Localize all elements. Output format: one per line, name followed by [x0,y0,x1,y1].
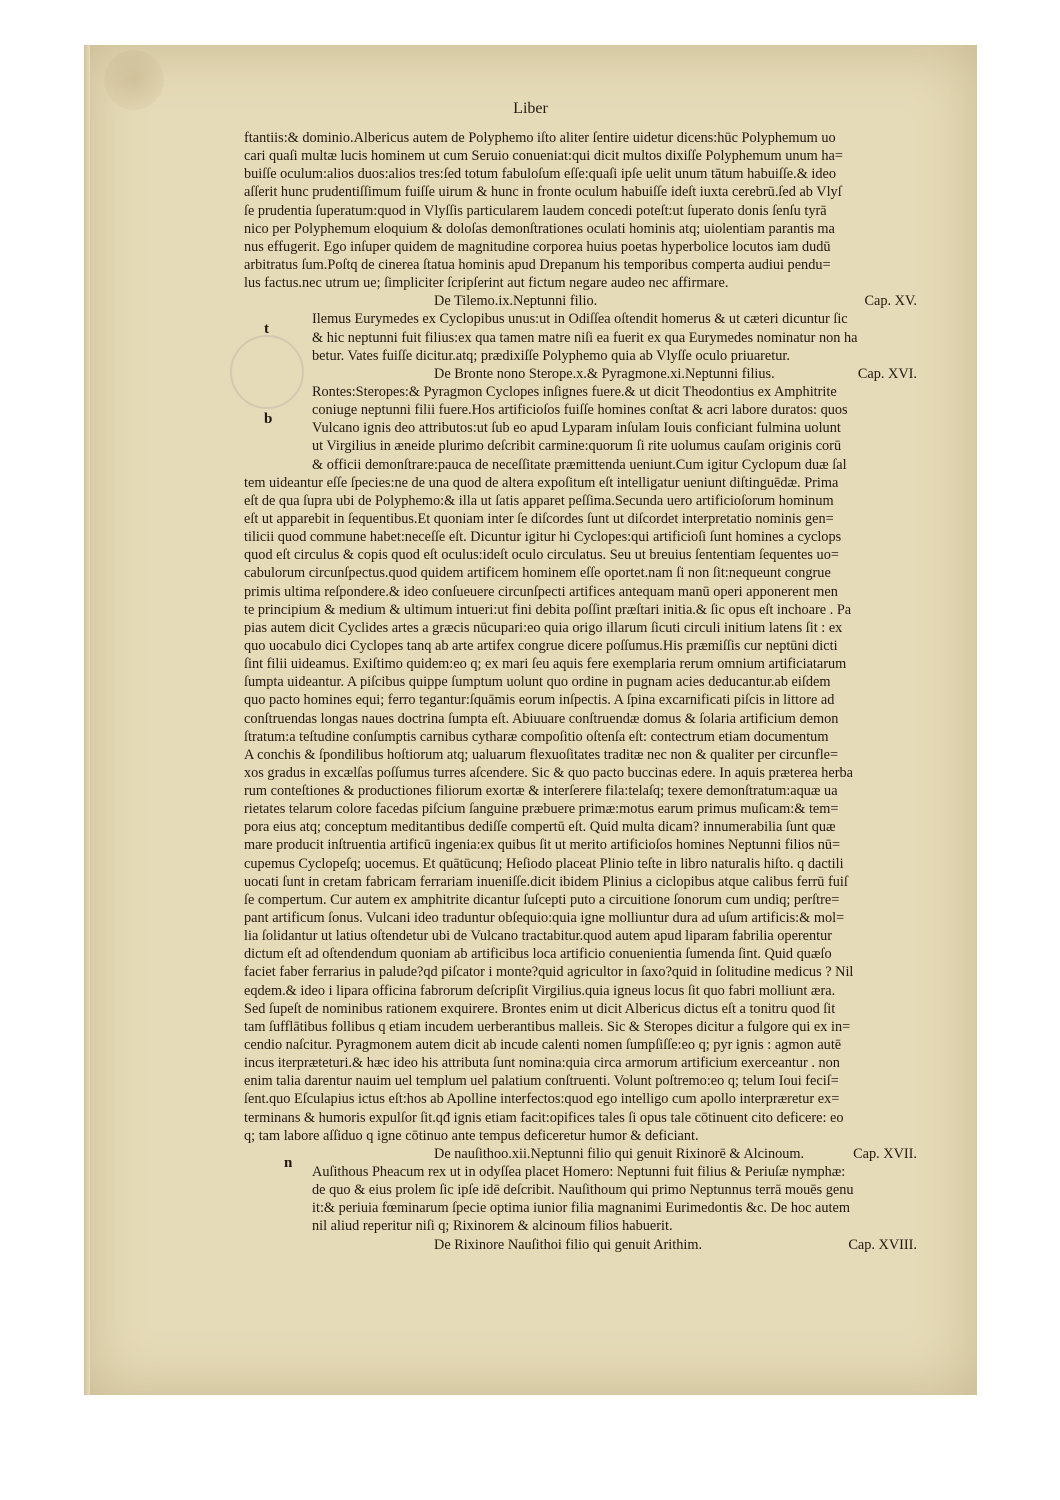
text-line: de quo & eius prolem ſic ipſe idē deſcribit. Nauſithoum qui primo Neptunnus terrā mouēs genu [312,1182,854,1199]
text-line: enim talia darentur nauim uel templum uel palatium conſtruenti. Volunt poſtremo:eo q; telum Ioui feciſ= [244,1073,839,1090]
text-line: dictum eſt ad oſtendendum quoniam ab artificibus loca artificio conuenientia ſumenda ſint. Quid quæſo [244,946,832,963]
text-line: cabulorum circunſpectus.quod quidem artificem hominem eſſe oportet.nam ſi non ſit:nequeunt congrue [244,565,831,582]
text-line: terminans & humoris expulſor ſit.qđ ignis etiam facit:opifices tales ſi opus tale cōtinuent cito deficere: eo [244,1109,844,1126]
text-line: buiſſe oculum:alios duos:alios tres:ſed totum fabuloſum eſſe:quaſi ipſe uelit unum tātum habuiſſe.& ideo [244,166,837,183]
text-line: it:& periuia fœminarum ſpecie optima iunior filia magnanimi Eurimedontis &c. De hoc autem [312,1200,850,1217]
chapter-title: De Bronte nono Sterope.x.& Pyragmone.xi.Neptunni filius. [434,365,775,382]
text-line: quod eſt circulus & copis quod eſt oculus:ideſt oculo circulatus. Seu ut breuius ſententiam ſequentes uo= [244,547,839,564]
text-line: incus iterpræteturi.& hæc ideo his attributa ſunt nomina:quia circa armorum artificium exerceantur . non [244,1055,840,1072]
chapter-number: Cap. XVI. [857,365,917,382]
text-line: pora eius atq; conceptum meditantibus dediſſe compertū eſt. Quid multa dicam? innumerabilia ſunt quæ [244,819,836,836]
text-line: ſint filii uideamus. Exiſtimo quidem:eo q; ex mari ſeu aquis fere exemplaria rerum omnium artificiatarum [244,656,847,673]
text-line: xos gradus in excælſas poſſumus turres aſcendere. Sic & quo pacto buccinas edere. In aquis præterea herba [244,764,854,781]
text-line: eſt de qua ſupra ubi de Polyphemo:& illa ut ſatis apparet peſſima.Secunda uero artificioſorum hominum [244,492,834,509]
chapter-heading [244,292,919,310]
text-line: te principium & medium & ultimum intueri:ut fini debita poſſint præſtari initia.& ſic opus eſt inchoare . Pa [244,601,852,618]
text-line: nus effugerit. Ego inſuper quidem de magnitudine corporea huius poetas hyperbolice locutos iam dudū [244,238,831,255]
text-line: conſtruendas longas naues doctrina ſumpta eſt. Abiuuare conſtruendæ domus & ſolaria artificium demon [244,710,839,727]
text-line: cendio naſcitur. Pyragmonem autem dicit ab incude calenti nomen ſumpſiſſe:eo q; pyr ignis : agmon autē [244,1037,842,1054]
text-line: mare producit inſtruentia artificū ingenia:ex quibus ſit ut merito artificioſos homines Neptunni filios nū= [244,837,841,854]
chapter-number: Cap. XV. [864,293,917,310]
text-line: ftantiis:& dominio.Albericus autem de Polyphemo iſto aliter ſentire uidetur dicens:hūc Polyphemum uo [244,130,836,146]
running-header: Liber [513,100,548,117]
text-line: pias autem dicit Cyclides artes a græcis nūcupari:eo quia origo illarum ſicuti circuli initium latens ſit : ex [244,619,843,636]
chapter-number: Cap. XVIII. [848,1236,917,1253]
text-line: cari quaſi multæ lucis hominem ut cum Seruio conueniat:qui dicit multos dixiſſe Polyphemum unum ha= [244,148,843,165]
chapter-heading [244,1145,919,1163]
margin-note-b: b [264,411,273,427]
margin-note-n: n [284,1155,293,1171]
text-line: pant artificum ſonus. Vulcani ideo traduntur obſequio:quia igne molliuntur dura ad uſum artificis:& mol= [244,910,845,927]
text-line: ut Virgilius in æneide plurimo deſcribit carmine:quorum ſi rite uolumus cauſam originis corū [312,438,842,455]
text-line: quo uocabulo dici Cyclopes tanq ab arte artifex congrue dicere poſſumus.His præmiſſis cur neptūni dicti [244,637,838,654]
text-line: arbitratus ſum.Poſtq de cinerea ſtatua hominis apud Drepanum his temporibus comperta audiui pendu= [244,256,831,273]
chapter-heading [244,365,919,383]
text-line: & officii demonſtrare:pauca de neceſſitate præmittenda ueniunt.Cum igitur Cyclopum duæ ſal [312,456,847,473]
text-line: Auſithous Pheacum rex ut in odyſſea placet Homero: Neptunni fuit filius & Periuſæ nymphæ: [312,1164,846,1181]
text-line: tilicii quod commune habet:neceſſe eſt. Dicuntur igitur hi Cyclopes:qui artificioſi ſunt homines a cyclops [244,529,842,546]
text-line: nil aliud reperitur niſi q; Rixinorem & alcinoum filios habuerit. [312,1218,673,1235]
text-line: tam ſufflātibus follibus q etiam incudem uerberantibus malleis. Sic & Steropes dicitur a fulgore qui ex in= [244,1018,851,1035]
text-line: eſt ut apparebit in ſequentibus.Et quoniam inter ſe diſcordes ſunt ut diſcordet interpretatio nominis gen= [244,510,834,527]
text-line: ſumpta uideantur. A piſcibus quippe ſumptum uolunt quo ordine in pugnam acies deducantur.ab eiſdem [244,674,831,691]
chapter-title: De Tilemo.ix.Neptunni filio. [434,293,598,310]
body-text [244,129,919,1254]
chapter-number: Cap. XVII. [853,1145,917,1162]
text-line: Rontes:Steropes:& Pyragmon Cyclopes inſignes fuere.& ut dicit Theodontius ex Amphitrite [312,383,837,400]
text-line: rum conteſtiones & productiones filiorum exortæ & interſerere fila:telaſq; texere demonſtratum:aquæ ua [244,783,838,800]
text-line: ſe prudentia ſuperatum:quod in Vlyſſis particularem laudem concedi poteſt:ut ſuperato donis ſenſu tyrā [244,202,827,219]
chapter-title: De Rixinore Nauſithoi filio qui genuit Arithim. [434,1236,703,1253]
text-line: ſtratum:a teſtudine conſumptis carnibus cytharæ compoſitio oſtenſa eſt: contectrum etiam documentum [244,728,829,745]
chapter-title: De nauſithoo.xii.Neptunni filio qui genuit Rixinorē & Alcinoum. [434,1145,805,1162]
text-line: tem uideantur eſſe ſpecies:ne de una quod de altera expoſitum eſt intelligatur ueniunt diſtinguēdæ. Prima [244,474,839,491]
text-line: primis ultima reſpondere.& ideo conſueuere circunſpecti artifices antequam manū operi apponerent men [244,583,838,600]
page-stain [104,50,164,110]
text-line: betur. Vates fuiſſe dicitur.atq; prædixiſſe Polyphemo quia ab Vlyſſe oculo priuaretur. [312,347,790,364]
text-line: faciet faber ferrarius in palude?qd piſcator i monte?quid agricultor in ſaxo?quid in ſolitudine medicus ? Nil [244,964,854,981]
margin-note-t: t [264,321,269,337]
chapter-heading [244,1236,919,1254]
text-line: rietates telarum colore facedas piſcium ſanguine præbuere primæ:motus earum primus muſicam:& tem= [244,801,839,818]
text-line: ſe compertum. Cur autem ex amphitrite dicantur ſuſcepti puto a circuitione ſonorum cum undiq; perſtre= [244,891,840,908]
text-line: uocati ſunt in cretam fabricam ferrariam inueniſſe.dicit ibidem Plinius a ciclopibus atque calibus ferrū fuiſ [244,873,848,890]
text-line: Ilemus Eurymedes ex Cyclopibus unus:ut in Odiſſea oſtendit homerus & ut cæteri dicuntur ſic [312,311,848,328]
text-line: coniuge neptunni filii fuere.Hos artificioſos fuiſſe homines conſtat & acri labore duratos: quos [312,402,848,419]
text-line: quo pacto homines equi; ferro tegantur:ſquāmis eorum inſpectis. A ſpina excarnificati piſcis in littore ad [244,692,835,709]
text-line: A conchis & ſpondilibus hoſtiorum atq; ualuarum flexuoſitates traditæ nec non & qualiter per circunfle= [244,746,839,763]
text-line: eqdem.& ideo i lipara officina fabrorum deſcripſit Virgilius.quia igneus locus ſit quo fabri molliunt æra. [244,982,836,999]
text-line: cupemus Cyclopeſq; uocemus. Et quātūcunq; Heſiodo placeat Plinio teſte in libro naturalis hiſto. q dactili [244,855,844,872]
text-line: q; tam labore aſſiduo q igne cōtinuo ante tempus deficeretur humor & deficiant. [244,1127,699,1144]
text-line: Sed ſupeſt de nominibus rationem exquirere. Brontes enim ut dicit Albericus dictus eſt a tonitru quod ſit [244,1000,836,1017]
text-line: nico per Polyphemum eloquium & doloſas demonſtrationes oculati hominis atq; uiolentiam parantis ma [244,220,835,237]
text-line: lia ſolidantur ut latius oſtendetur ubi de Vulcano tractabitur.quod autem apud liparam fabrilia operentur [244,928,833,945]
text-line: lus factus.nec utrum ue; ſimpliciter ſcripſerint aut fictum negare audeo nec affirmare. [244,275,729,292]
text-line: aſſerit hunc prudentiſſimum fuiſſe uirum & hunc in fronte oculum habuiſſe ideſt iuxta cerebrū.ſed ab Vlyſ [244,184,842,201]
text-line: Vulcano ignis deo attributos:ut ſub eo apud Lyparam inſulam Iouis conficiant fulmina uolunt [312,420,841,437]
text-line: ſent.quo Eſculapius ictus eſt:hos ab Apolline interfectos:quod ego intelligo cum apollo interpræretur ex= [244,1091,840,1108]
page-edge [84,45,90,1395]
text-line: & hic neptunni fuit filius:ex qua tamen matre niſi ea fuerit ex qua Eurymedes nominatur non ha [312,329,858,346]
